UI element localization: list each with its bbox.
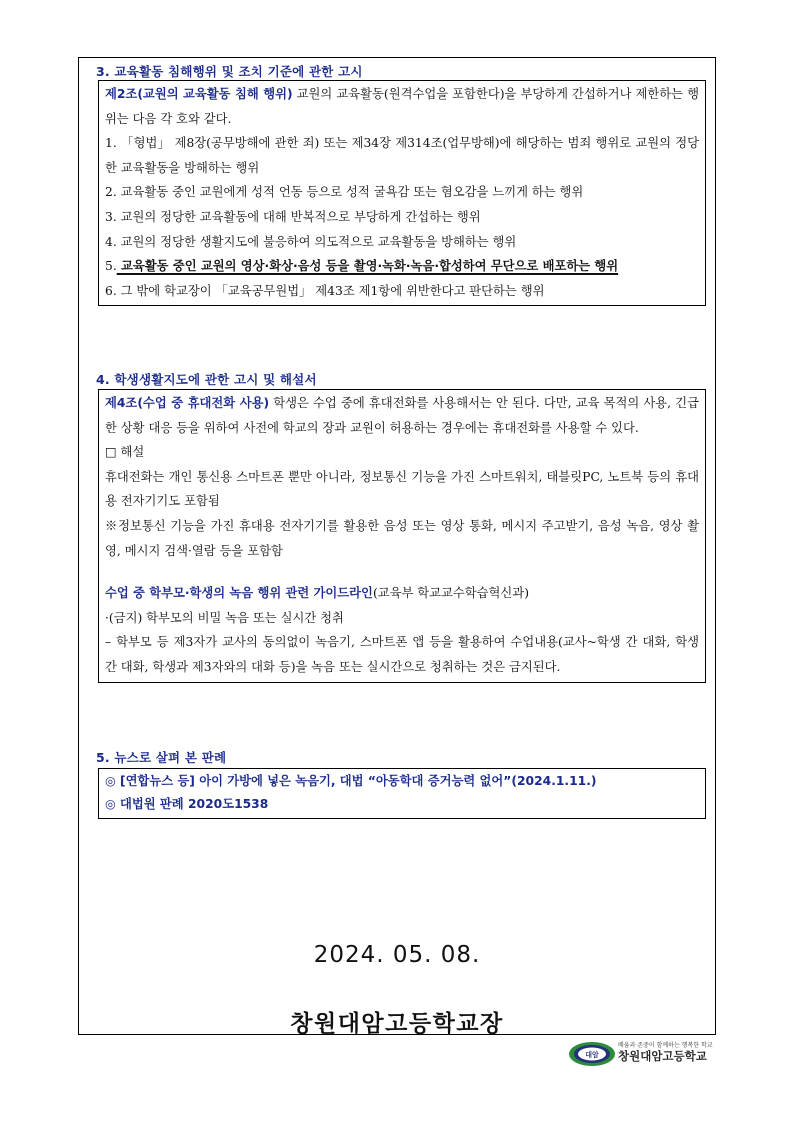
logo-school-name: 창원대암고등학교 xyxy=(618,1049,707,1063)
article-2-intro: 교원의 교육활동(원격수업을 포함한다)을 부당하게 간섭하거나 제한하는 행위는 다음 각 호와 같다. xyxy=(105,87,699,126)
article-2-item-4: 4. 교원의 정당한 생활지도에 불응하여 의도적으로 교육활동을 방해하는 행위 xyxy=(105,234,517,249)
school-emblem-icon xyxy=(568,1040,616,1068)
guideline-item: ·(금지) 학부모의 비밀 녹음 또는 실시간 청취 xyxy=(105,610,344,625)
commentary-text-1: 휴대전화는 개인 통신용 스마트폰 뿐만 아니라, 정보통신 기능을 가진 스마트워치, 태블릿PC, 노트북 등의 휴대용 전자기기도 포함됨 xyxy=(105,469,699,509)
logo-mark-text: 대암 xyxy=(585,1051,599,1059)
item-5-text: 교육활동 중인 교원의 영상·화상·음성 등을 촬영·녹화·녹음·합성하여 무단으로 배포하는 행위 xyxy=(116,259,619,274)
section-3-box xyxy=(98,80,706,306)
article-2-title: 제2조(교원의 교육활동 침해 행위) xyxy=(105,87,293,101)
school-logo xyxy=(568,1040,728,1068)
section-3-heading: 3. 교육활동 침해행위 및 조치 기준에 관한 고시 xyxy=(96,64,363,79)
section-5-heading: 5. 뉴스로 살펴 본 판례 xyxy=(96,750,227,765)
item-5-number: 5. xyxy=(105,259,117,274)
section-4-heading: 4. 학생생활지도에 관한 고시 및 해설서 xyxy=(96,372,317,387)
section-5-box xyxy=(98,768,706,819)
article-2-item-1: 1. 「형법」 제8장(공무방해에 관한 죄) 또는 제34장 제314조(업무방해)에 해당하는 범죄 행위로 교원의 정당한 교육활동을 방해하는 행위 xyxy=(105,136,699,175)
document-date: 2024. 05. 08. xyxy=(313,942,481,968)
article-2 xyxy=(105,82,699,131)
article-4 xyxy=(105,391,699,440)
article-4-body: 학생은 수업 중에 휴대전화를 사용해서는 안 된다. 다만, 교육 목적의 사용, 긴급한 상황 대응 등을 위하여 사전에 학교의 장과 교원이 허용하는 경우에는 휴대전화를 사용할 수 있다. xyxy=(105,396,699,435)
guideline-source: (교육부 학교교수학습혁신과) xyxy=(372,586,529,601)
guideline-title: 수업 중 학부모·학생의 녹음 행위 관련 가이드라인 xyxy=(105,586,373,601)
article-2-item-6: 6. 그 밖에 학교장이 「교육공무원법」 제43조 제1항에 위반한다고 판단하는 행위 xyxy=(105,283,545,298)
article-2-item-5 xyxy=(105,254,699,279)
news-item-1[interactable]: ◎ [연합뉴스 등] 아이 가방에 넣은 녹음기, 대법 “아동학대 증거능력 없어”(2024.1.11.) xyxy=(105,774,597,788)
news-item-2[interactable]: ◎ 대법원 판례 2020도1538 xyxy=(105,797,269,811)
commentary-text-2: ※정보통신 기능을 가진 휴대용 전자기기를 활용한 음성 또는 영상 통화, 메시지 주고받기, 음성 녹음, 영상 촬영, 메시지 검색·열람 등을 포함함 xyxy=(105,518,699,558)
article-4-title: 제4조(수업 중 휴대전화 사용) xyxy=(105,396,270,410)
section-4-box xyxy=(98,389,706,683)
guideline xyxy=(105,581,699,606)
logo-slogan: 배움과 존중이 함께하는 행복한 학교 xyxy=(618,1042,713,1049)
spacer xyxy=(105,563,699,581)
article-2-item-2: 2. 교육활동 중인 교원에게 성적 언동 등으로 성적 굴욕감 또는 혐오감을 느끼게 하는 행위 xyxy=(105,185,584,200)
article-2-item-3: 3. 교원의 정당한 교육활동에 대해 반복적으로 부당하게 간섭하는 행위 xyxy=(105,209,481,224)
commentary-label: □ 해설 xyxy=(105,445,145,460)
guideline-detail: – 학부모 등 제3자가 교사의 동의없이 녹음기, 스마트폰 앱 등을 활용하여 수업내용(교사~학생 간 대화, 학생 간 대화, 학생과 제3자와의 대화 등)을 녹음 또는 실시간으로 청취하는 것은 금지된다. xyxy=(105,635,699,674)
signature: 창원대암고등학교장 xyxy=(290,1011,504,1037)
